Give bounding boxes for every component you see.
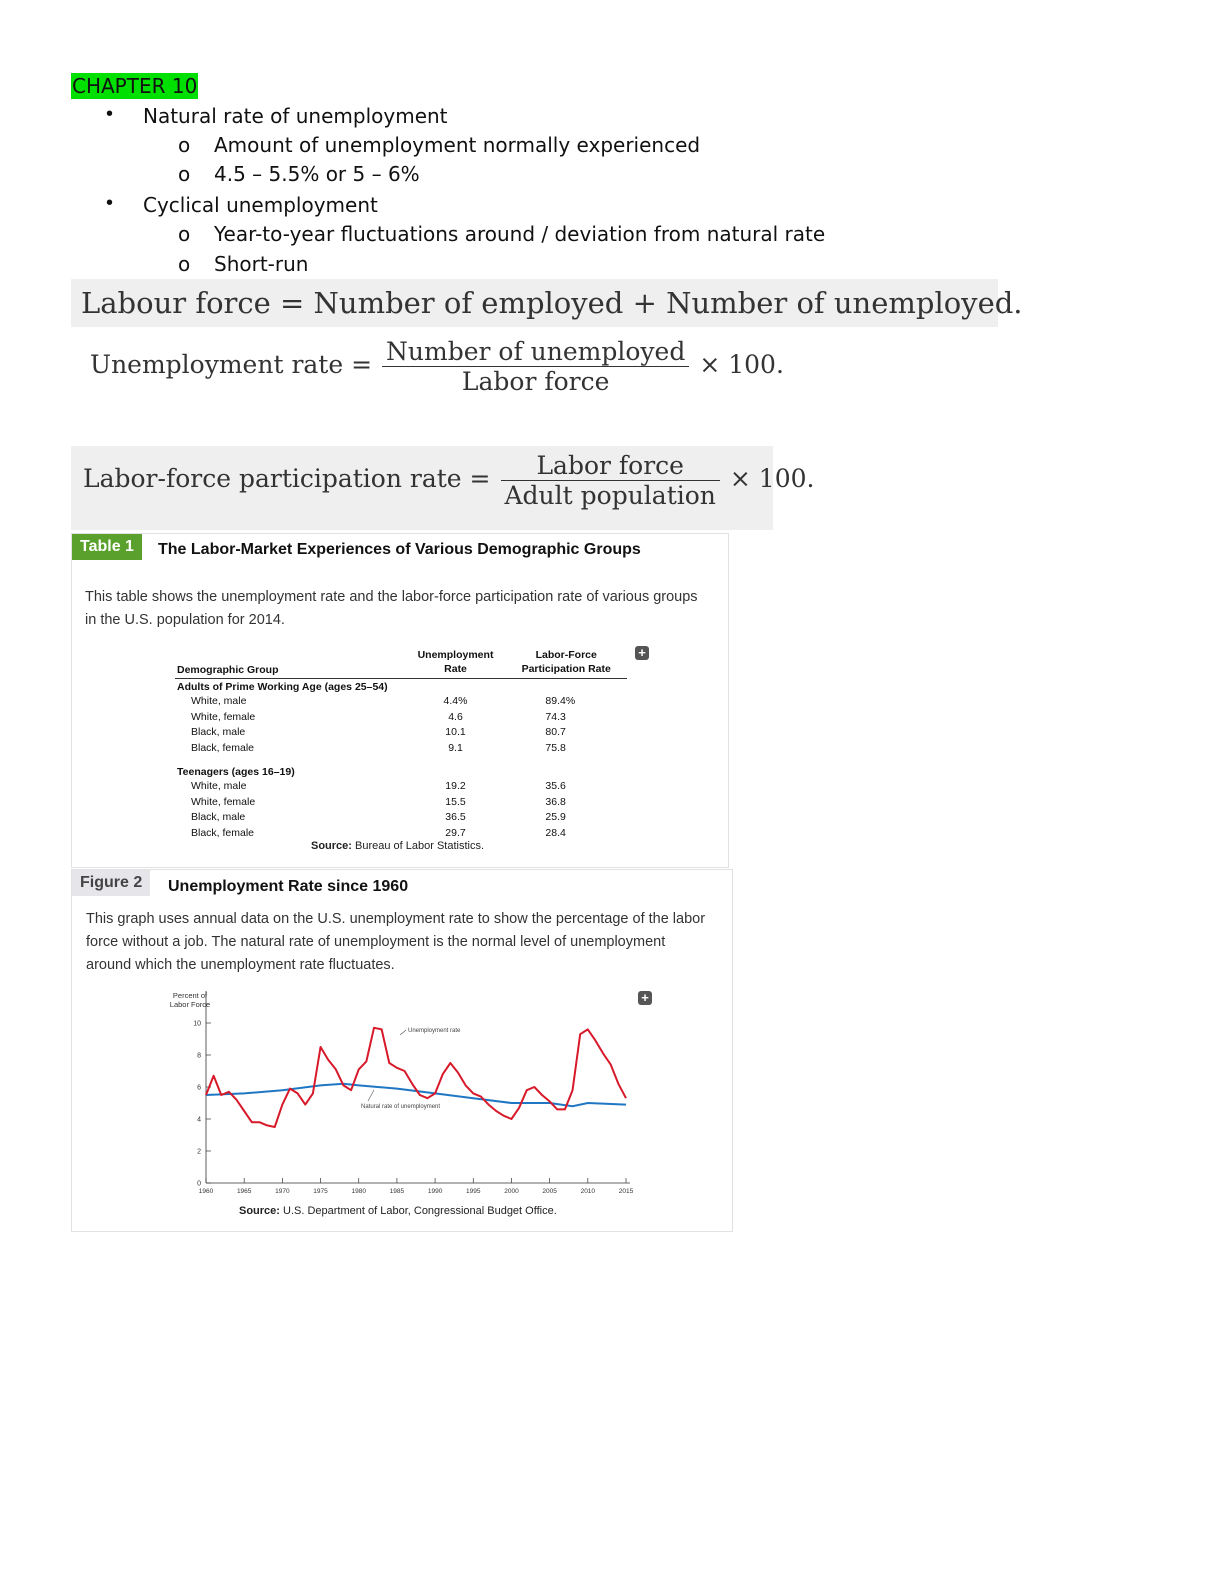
table-row <box>175 710 627 726</box>
x-tick-label: 2015 <box>618 1188 634 1195</box>
table-row <box>175 795 627 811</box>
formula-numerator: Labor force <box>501 451 720 481</box>
table-cell-lfpr: 25.9 <box>545 811 566 823</box>
series-label-natural <box>361 1104 440 1110</box>
table-cell-unemp: 29.7 <box>445 826 466 839</box>
table-cell-lfpr: 35.6 <box>545 780 566 792</box>
source-text: U.S. Department of Labor, Congressional Budget Office. <box>279 1205 557 1217</box>
source-label: Source: <box>311 840 352 852</box>
table-cell-group: Black, female <box>191 741 255 754</box>
formula-denominator: Adult population <box>504 481 716 510</box>
y-axis-label: Percent of <box>172 991 208 1000</box>
y-tick-label: 8 <box>197 1052 201 1060</box>
figure2-tag: Figure 2 <box>72 870 150 896</box>
table1-title: The Labor-Market Experiences of Various Demographic Groups <box>158 541 641 558</box>
note-natural-rate: Natural rate of unemployment <box>143 104 448 128</box>
y-tick-label: 10 <box>193 1020 201 1028</box>
formula-rhs: × 100. <box>699 350 784 379</box>
table-cell-unemp: 36.5 <box>445 811 466 823</box>
header-line: Unemployment <box>417 649 494 661</box>
header-line: Rate <box>444 663 467 675</box>
formula-unemployment-rate <box>90 337 784 396</box>
annotation-leader <box>368 1090 374 1101</box>
table1-source <box>311 840 484 852</box>
x-tick-label: 1970 <box>275 1188 290 1195</box>
formula-numerator: Number of unemployed <box>382 337 689 367</box>
table-cell-lfpr: 75.8 <box>545 741 566 754</box>
figure2-description: This graph uses annual data on the U.S. unemployment rate to show the percentage of the labor force without a job. The natural rate of unemployment is the normal level of unemployment around which the unemployment rate fluctuates. <box>86 911 706 973</box>
table-section-label: Teenagers (ages 16–19) <box>177 766 295 778</box>
note-sub-item: Year-to-year fluctuations around / deviation from natural rate <box>214 222 826 246</box>
x-tick-label: 1960 <box>198 1188 214 1195</box>
table-cell-unemp: 19.2 <box>445 780 466 792</box>
table-cell-group: Black, male <box>191 726 246 738</box>
table-row <box>175 725 627 741</box>
y-tick-label: 6 <box>197 1084 201 1092</box>
header-line: Participation Rate <box>521 663 611 675</box>
table1-description: This table shows the unemployment rate and the labor-force participation rate of various groups in the U.S. population for 2014. <box>85 589 698 628</box>
sub-bullet-marker: o <box>178 133 191 157</box>
note-sub-item: Amount of unemployment normally experienced <box>214 133 701 157</box>
figure2-source <box>239 1205 557 1217</box>
demographic-table-body <box>175 679 627 842</box>
table-row <box>175 826 627 842</box>
table-section-row <box>175 756 627 779</box>
table-section-label: Adults of Prime Working Age (ages 25–54) <box>177 681 388 693</box>
table-cell-unemp: 4.4% <box>443 695 468 707</box>
expand-plus-icon[interactable]: + <box>635 646 649 660</box>
formula-labour-force: Labour force = Number of employed + Number of unemployed. <box>81 286 1023 320</box>
table-cell-unemp: 4.6 <box>448 710 463 723</box>
table1-panel <box>71 533 729 868</box>
note-sub-item: 4.5 – 5.5% or 5 – 6% <box>214 162 420 186</box>
table-cell-group: White, male <box>191 695 247 707</box>
annotation-leader <box>400 1030 406 1035</box>
unemployment-chart <box>162 988 652 1198</box>
x-tick-label: 1985 <box>389 1188 405 1195</box>
expand-plus-icon[interactable]: + <box>638 991 652 1005</box>
formula-lhs: Labor-force participation rate = <box>83 464 491 493</box>
series-label-natural-text: Natural rate of unemployment <box>361 1104 441 1110</box>
header-demographic-group: Demographic Group <box>177 664 279 676</box>
table-cell-group: White, male <box>191 780 247 792</box>
bullet-marker: • <box>106 192 114 214</box>
x-tick-label: 2000 <box>504 1188 519 1195</box>
table-row <box>175 779 627 795</box>
figure2-panel <box>71 869 733 1232</box>
table-cell-unemp: 15.5 <box>445 795 466 808</box>
table-cell-lfpr: 74.3 <box>545 710 566 723</box>
y-tick-label: 2 <box>197 1148 201 1156</box>
header-line: Labor-Force <box>535 649 597 661</box>
x-tick-label: 2005 <box>542 1188 557 1195</box>
sub-bullet-marker: o <box>178 162 191 186</box>
table-row <box>175 741 627 757</box>
table1-tag: Table 1 <box>72 534 142 560</box>
table-row <box>175 694 627 710</box>
formula-lfpr <box>83 451 814 510</box>
formula-rhs: × 100. <box>729 464 815 493</box>
formula-denominator: Labor force <box>461 367 610 396</box>
table-cell-unemp: 9.1 <box>448 741 463 754</box>
table-cell-lfpr: 89.4% <box>545 695 576 707</box>
table-section-row <box>175 679 627 695</box>
x-tick-label: 1990 <box>427 1188 443 1195</box>
source-label: Source: <box>239 1205 280 1217</box>
table-cell-group: Black, male <box>191 811 246 823</box>
header-unemployment-rate <box>406 648 506 679</box>
table-cell-unemp: 10.1 <box>445 726 466 738</box>
note-cyclical: Cyclical unemployment <box>143 193 378 217</box>
header-lfpr <box>505 648 627 679</box>
demographic-table <box>175 648 627 841</box>
unemployment-rate-line <box>206 1028 626 1127</box>
note-sub-item: Short-run <box>214 252 309 276</box>
bullet-marker: • <box>106 103 114 125</box>
x-tick-label: 2010 <box>580 1188 596 1195</box>
source-text: Bureau of Labor Statistics. <box>351 840 485 852</box>
x-tick-label: 1980 <box>351 1188 366 1195</box>
y-tick-label: 4 <box>197 1116 201 1124</box>
table-cell-lfpr: 28.4 <box>545 826 566 839</box>
table-cell-group: White, female <box>191 710 256 723</box>
chapter-heading: CHAPTER 10 <box>72 74 198 98</box>
table-cell-lfpr: 36.8 <box>545 795 566 808</box>
table-cell-lfpr: 80.7 <box>545 726 566 738</box>
y-axis-label: Labor Force <box>169 1000 211 1009</box>
y-tick-label: 0 <box>197 1180 201 1188</box>
table-row <box>175 810 627 826</box>
sub-bullet-marker: o <box>178 222 191 246</box>
natural-rate-line <box>206 1084 626 1106</box>
table-cell-group: White, female <box>191 795 256 808</box>
series-label-unemployment: Unemployment rate <box>408 1028 461 1034</box>
formula-lhs: Unemployment rate = <box>90 350 373 379</box>
x-tick-label: 1975 <box>313 1188 328 1195</box>
table-cell-group: Black, female <box>191 826 255 839</box>
x-tick-label: 1965 <box>236 1188 252 1195</box>
sub-bullet-marker: o <box>178 252 191 276</box>
x-tick-label: 1995 <box>466 1188 481 1195</box>
figure2-title: Unemployment Rate since 1960 <box>168 878 409 895</box>
